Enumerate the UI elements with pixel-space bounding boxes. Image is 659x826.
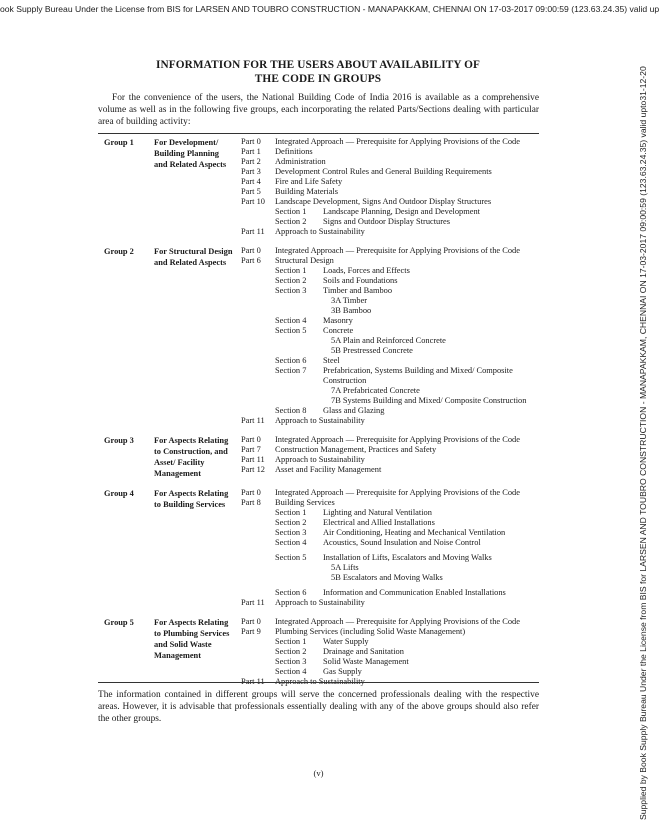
content-line <box>98 617 539 627</box>
section-number: Section 3 <box>275 286 307 295</box>
section-number: Section 5 <box>275 553 307 562</box>
part-number: Part 1 <box>241 147 261 156</box>
part-number: Part 11 <box>241 598 265 607</box>
part-number: Part 12 <box>241 465 265 474</box>
group-block <box>98 246 539 426</box>
section-title: Glass and Glazing <box>323 406 385 415</box>
content-line <box>98 553 539 563</box>
section-number: Section 4 <box>275 316 307 325</box>
part-title: Construction Management, Practices and Safety <box>275 445 437 454</box>
content-line <box>98 207 539 217</box>
content-line <box>98 528 539 538</box>
content-line <box>98 406 539 416</box>
section-title: Gas Supply <box>323 667 362 676</box>
subsection-title: 3A Timber <box>331 296 368 305</box>
content-line <box>98 366 539 376</box>
content-line <box>98 217 539 227</box>
subsection-title: 3B Bamboo <box>331 306 372 315</box>
content-line <box>98 157 539 167</box>
part-title: Approach to Sustainability <box>275 416 365 425</box>
content-line <box>98 588 539 598</box>
part-number: Part 5 <box>241 187 261 196</box>
part-number: Part 11 <box>241 677 265 686</box>
content-line <box>98 306 539 316</box>
page-number: (v) <box>313 768 324 778</box>
subsection-title: 7A Prefabricated Concrete <box>331 386 420 395</box>
section-number: Section 1 <box>275 637 307 646</box>
group-aspect: For Structural Design and Related Aspects <box>154 247 233 267</box>
content-line <box>98 667 539 677</box>
content-line <box>98 137 539 147</box>
section-number: Section 4 <box>275 538 307 547</box>
part-number: Part 7 <box>241 445 261 454</box>
part-number: Part 0 <box>241 137 261 146</box>
section-title: Timber and Bamboo <box>323 286 393 295</box>
group-block <box>98 488 539 608</box>
content-line <box>98 573 539 583</box>
section-title: Solid Waste Management <box>323 657 409 666</box>
group-block <box>98 617 539 687</box>
part-number: Part 0 <box>241 435 261 444</box>
part-title: Development Control Rules and General Building Requirements <box>275 167 492 176</box>
content-line <box>98 256 539 266</box>
content-line <box>98 177 539 187</box>
content-line <box>98 498 539 508</box>
section-number: Section 2 <box>275 276 307 285</box>
section-title-continued: Construction <box>323 376 367 385</box>
content-line <box>98 356 539 366</box>
subsection-title: 5B Escalators and Moving Walks <box>331 573 443 582</box>
content-line <box>98 647 539 657</box>
page-title <box>98 58 538 86</box>
section-number: Section 7 <box>275 366 307 375</box>
content-line <box>98 508 539 518</box>
section-title: Information and Communication Enabled Installations <box>323 588 506 597</box>
section-title: Lighting and Natural Ventilation <box>323 508 432 517</box>
part-number: Part 11 <box>241 416 265 425</box>
section-title: Landscape Planning, Design and Development <box>323 207 480 216</box>
section-title: Soils and Foundations <box>323 276 398 285</box>
part-title: Administration <box>275 157 326 166</box>
watermark-side: Supplied by Book Supply Bureau Under the License from BIS for LARSEN AND TOUBRO CONSTRUCTION - MANAPAKKAM, CHENNAI ON 17-03-2017 09:00:59 (123.63.24.35) valid upto31-12-20 <box>638 66 648 820</box>
section-title: Loads, Forces and Effects <box>323 266 410 275</box>
part-title: Landscape Development, Signs And Outdoor Display Structures <box>275 197 492 206</box>
part-title: Plumbing Services (including Solid Waste Management) <box>275 627 466 636</box>
part-title: Integrated Approach — Prerequisite for Applying Provisions of the Code <box>275 246 520 255</box>
section-title: Prefabrication, Systems Building and Mixed/ Composite <box>323 366 513 375</box>
section-number: Section 6 <box>275 356 307 365</box>
part-title: Definitions <box>275 147 313 156</box>
content-line <box>98 445 539 455</box>
group-label: Group 2 <box>104 247 134 256</box>
section-number: Section 3 <box>275 657 307 666</box>
subsection-title: 5A Plain and Reinforced Concrete <box>331 336 446 345</box>
section-number: Section 1 <box>275 207 307 216</box>
watermark-top: ook Supply Bureau Under the License from BIS for LARSEN AND TOUBRO CONSTRUCTION - MANAPAKKAM, CHENNAI ON 17-03-2017 09:00:59 (123.63.24.35) valid up <box>0 4 659 14</box>
part-title: Building Materials <box>275 187 339 196</box>
section-title: Installation of Lifts, Escalators and Moving Walks <box>323 553 492 562</box>
content-line <box>98 326 539 336</box>
section-number: Section 6 <box>275 588 307 597</box>
subsection-title: 5A Lifts <box>331 563 359 572</box>
subsection-title: 7B Systems Building and Mixed/ Composite Construction <box>331 396 527 405</box>
watermark-side-container <box>625 20 648 820</box>
part-title: Approach to Sustainability <box>275 227 365 236</box>
part-title: Fire and Life Safety <box>275 177 343 186</box>
group-label: Group 5 <box>104 618 134 627</box>
section-number: Section 1 <box>275 508 307 517</box>
group-aspect: For Aspects Relating to Construction, and Asset/ Facility Management <box>154 436 229 478</box>
content-line <box>98 488 539 498</box>
part-number: Part 9 <box>241 627 261 636</box>
part-title: Approach to Sustainability <box>275 677 365 686</box>
content-line <box>98 147 539 157</box>
content-line <box>98 336 539 346</box>
content-line <box>98 227 539 237</box>
table-top-rule <box>98 133 539 134</box>
part-number: Part 8 <box>241 498 261 507</box>
section-title: Signs and Outdoor Display Structures <box>323 217 451 226</box>
content-line <box>98 246 539 256</box>
section-title: Masonry <box>323 316 353 325</box>
groups-table <box>98 137 539 696</box>
part-title: Approach to Sustainability <box>275 598 365 607</box>
part-title: Integrated Approach — Prerequisite for Applying Provisions of the Code <box>275 137 520 146</box>
part-title: Structural Design <box>275 256 334 265</box>
section-number: Section 8 <box>275 406 307 415</box>
part-number: Part 4 <box>241 177 261 186</box>
section-number: Section 1 <box>275 266 307 275</box>
content-line <box>98 518 539 528</box>
content-line <box>98 416 539 426</box>
content-line <box>98 538 539 548</box>
outro-paragraph: The information contained in different groups will serve the concerned professionals dealing with the respective areas. However, it is advisable that professionals essentially dealing with any of the above groups should also refer the other groups. <box>98 690 539 724</box>
content-line <box>98 598 539 608</box>
content-line <box>98 187 539 197</box>
section-title: Acoustics, Sound Insulation and Noise Control <box>323 538 481 547</box>
part-title: Approach to Sustainability <box>275 455 365 464</box>
part-number: Part 11 <box>241 455 265 464</box>
content-line <box>98 657 539 667</box>
section-title: Drainage and Sanitation <box>323 647 404 656</box>
group-aspect: For Development/ Building Planning and Related Aspects <box>154 138 227 169</box>
section-title: Water Supply <box>323 637 369 646</box>
content-line <box>98 637 539 647</box>
section-title: Electrical and Allied Installations <box>323 518 435 527</box>
section-number: Section 5 <box>275 326 307 335</box>
content-line <box>98 455 539 465</box>
part-number: Part 10 <box>241 197 265 206</box>
section-title: Concrete <box>323 326 354 335</box>
part-number: Part 3 <box>241 167 261 176</box>
part-number: Part 0 <box>241 617 261 626</box>
part-number: Part 11 <box>241 227 265 236</box>
content-line <box>98 396 539 406</box>
part-title: Integrated Approach — Prerequisite for Applying Provisions of the Code <box>275 435 520 444</box>
section-number: Section 2 <box>275 518 307 527</box>
content-line <box>98 435 539 445</box>
content-line <box>98 386 539 396</box>
content-line <box>98 266 539 276</box>
table-bottom-rule <box>98 682 539 683</box>
part-number: Part 0 <box>241 246 261 255</box>
part-number: Part 0 <box>241 488 261 497</box>
subsection-title: 5B Prestressed Concrete <box>331 346 413 355</box>
group-label: Group 4 <box>104 489 134 498</box>
part-number: Part 2 <box>241 157 261 166</box>
group-label: Group 1 <box>104 138 134 147</box>
content-line <box>98 276 539 286</box>
section-number: Section 2 <box>275 647 307 656</box>
content-line <box>98 197 539 207</box>
content-line <box>98 346 539 356</box>
part-title: Building Services <box>275 498 335 507</box>
section-title: Steel <box>323 356 340 365</box>
content-line <box>98 627 539 637</box>
part-title: Asset and Facility Management <box>275 465 382 474</box>
section-number: Section 2 <box>275 217 307 226</box>
group-aspect: For Aspects Relating to Building Services <box>154 489 229 509</box>
content-line <box>98 316 539 326</box>
content-line <box>98 296 539 306</box>
part-title: Integrated Approach — Prerequisite for Applying Provisions of the Code <box>275 617 520 626</box>
section-number: Section 3 <box>275 528 307 537</box>
title-line-2: THE CODE IN GROUPS <box>254 73 382 85</box>
content-line <box>98 167 539 177</box>
group-label: Group 3 <box>104 436 134 445</box>
content-line <box>98 376 539 386</box>
content-line <box>98 286 539 296</box>
group-block <box>98 435 539 479</box>
part-number: Part 6 <box>241 256 261 265</box>
content-line <box>98 563 539 573</box>
group-block <box>98 137 539 237</box>
intro-paragraph: For the convenience of the users, the National Building Code of India 2016 is available as a comprehensive volume as well as in the following five groups, each incorporating the related Parts/Sections dealing with particular area of building activity: <box>98 93 539 127</box>
section-number: Section 4 <box>275 667 307 676</box>
content-line <box>98 465 539 475</box>
group-aspect: For Aspects Relating to Plumbing Services and Solid Waste Management <box>154 618 230 660</box>
part-title: Integrated Approach — Prerequisite for Applying Provisions of the Code <box>275 488 520 497</box>
section-title: Air Conditioning, Heating and Mechanical Ventilation <box>323 528 506 537</box>
title-line-1: INFORMATION FOR THE USERS ABOUT AVAILABILITY OF <box>155 59 481 71</box>
